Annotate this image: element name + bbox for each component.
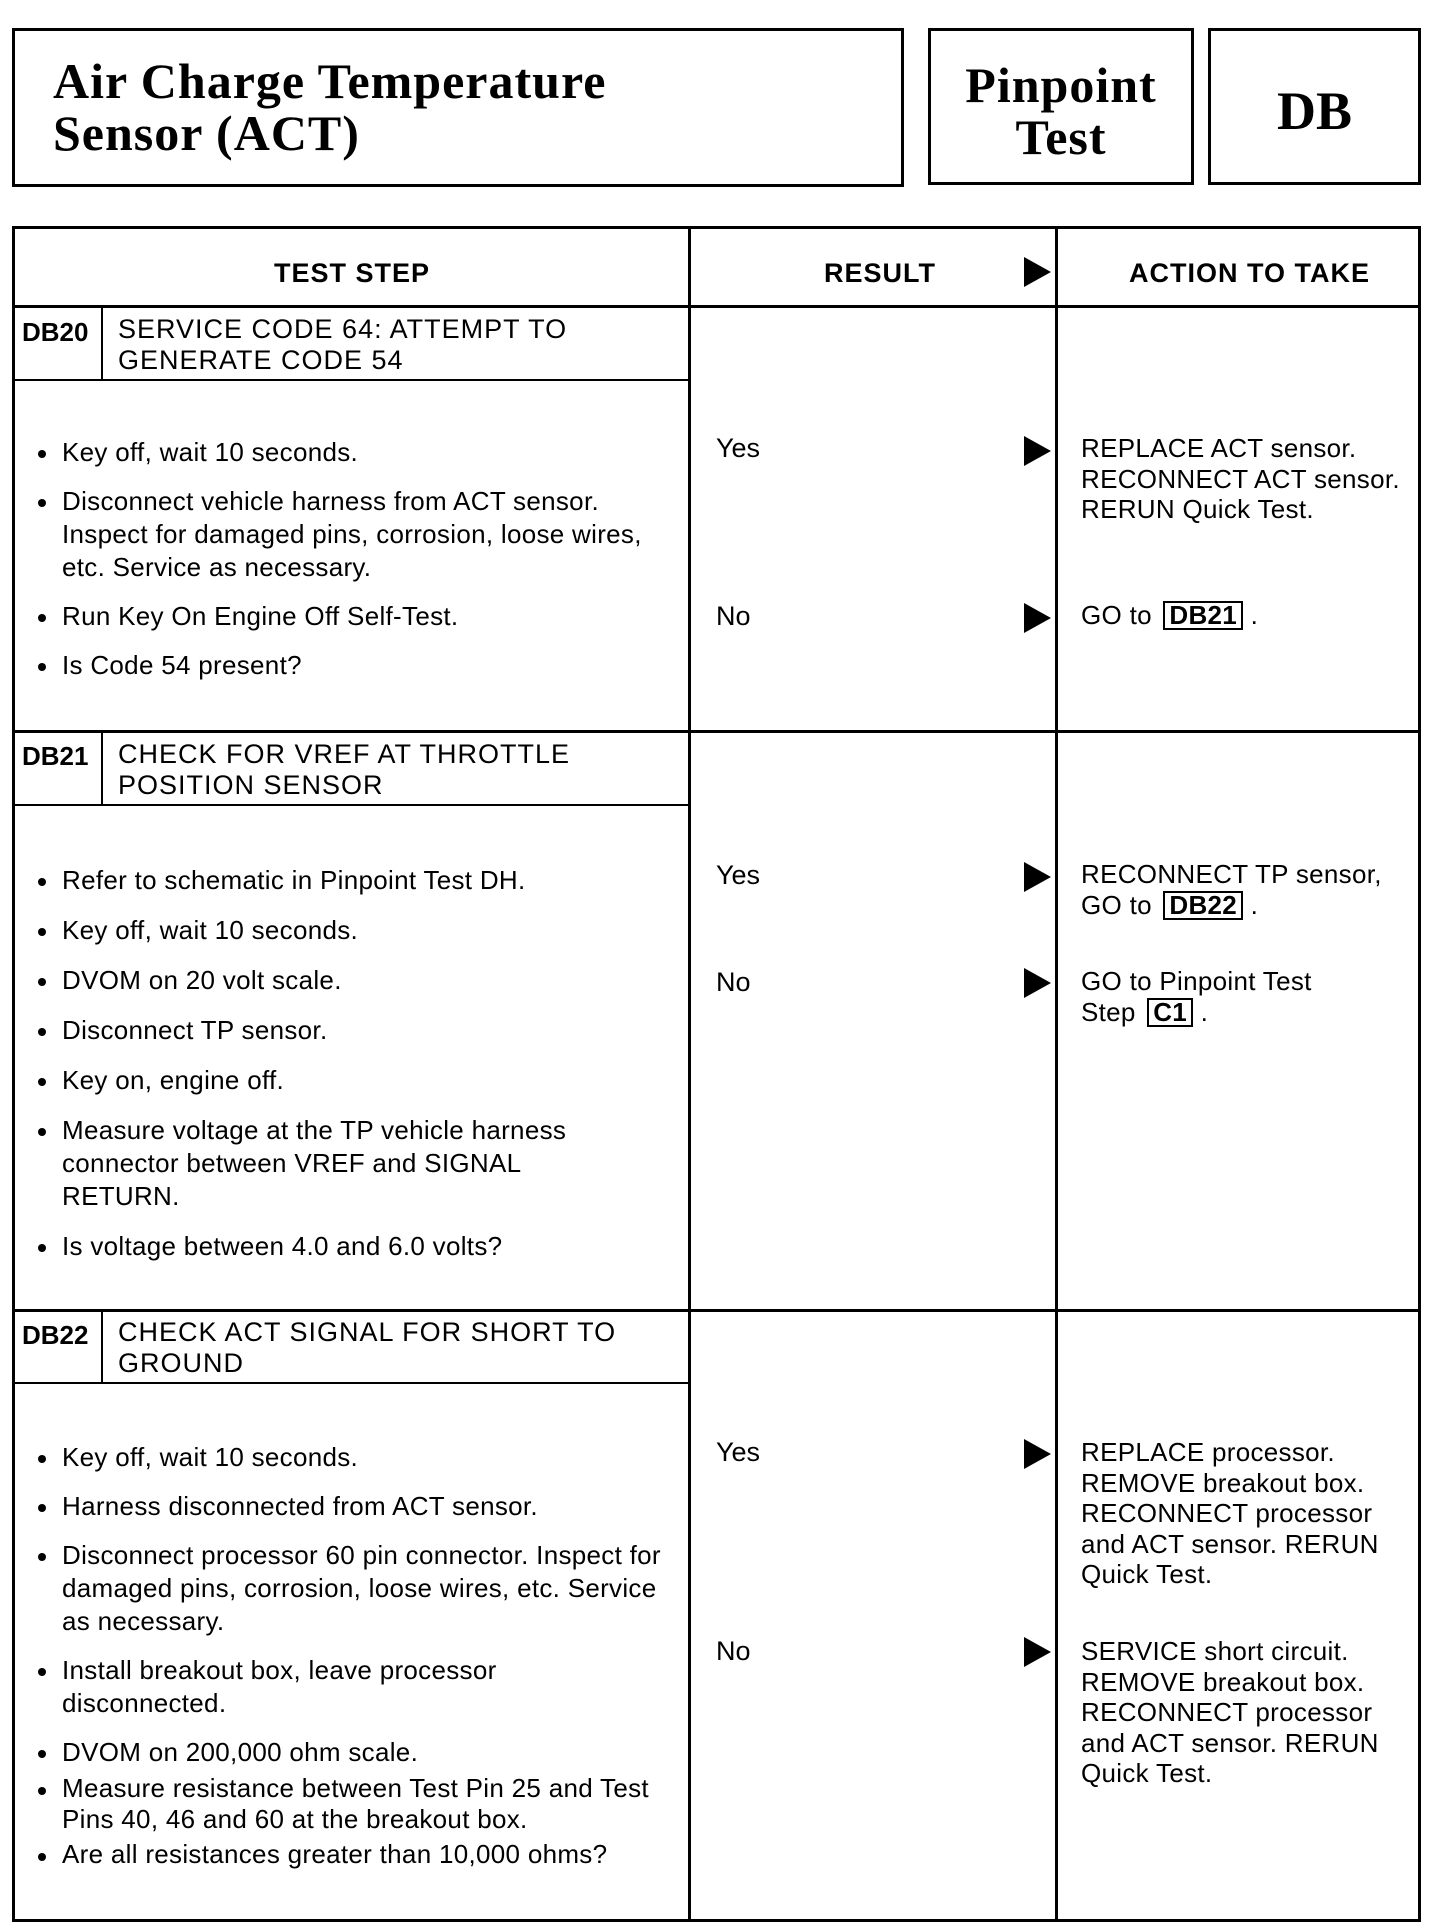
result-no: No bbox=[716, 1636, 751, 1666]
action-suffix: . bbox=[1250, 889, 1259, 920]
step-ref-db21[interactable]: DB21 bbox=[1163, 601, 1243, 630]
header-arrow-icon bbox=[1024, 257, 1051, 287]
step-divider bbox=[12, 730, 1421, 733]
instruction-item: Measure resistance between Test Pin 25 and Test Pins 40, 46 and 60 at the breakout box. bbox=[34, 1773, 702, 1835]
instruction-item: Measure voltage at the TP vehicle harness connector between VREF and SIGNAL RETURN. bbox=[34, 1114, 632, 1213]
column-header-action: ACTION TO TAKE bbox=[1129, 258, 1370, 288]
instruction-item: Is voltage between 4.0 and 6.0 volts? bbox=[34, 1230, 684, 1263]
result-arrow-icon bbox=[1024, 1637, 1051, 1667]
step-ref-c1[interactable]: C1 bbox=[1147, 998, 1193, 1027]
step-instructions bbox=[34, 1441, 684, 1870]
result-yes: Yes bbox=[716, 1437, 761, 1467]
instruction-item: Install breakout box, leave processor disconnected. bbox=[34, 1654, 602, 1720]
step-id: DB21 bbox=[22, 741, 89, 771]
column-header-test-step: TEST STEP bbox=[274, 258, 431, 288]
result-arrow-icon bbox=[1024, 968, 1051, 998]
step-id-divider bbox=[101, 1309, 103, 1383]
page-title bbox=[53, 55, 606, 159]
instruction-item: DVOM on 20 volt scale. bbox=[34, 964, 684, 997]
pinpoint-line-1: Pinpoint bbox=[965, 57, 1157, 113]
instruction-item: Disconnect processor 60 pin connector. Inspect for damaged pins, corrosion, loose wires, etc. Service as necessary. bbox=[34, 1539, 662, 1638]
pinpoint-test-label bbox=[931, 59, 1191, 163]
instruction-item: Is Code 54 present? bbox=[34, 649, 684, 682]
result-yes: Yes bbox=[716, 433, 761, 463]
instruction-item: Key off, wait 10 seconds. bbox=[34, 1441, 684, 1474]
result-arrow-icon bbox=[1024, 1439, 1051, 1469]
step-title: CHECK ACT SIGNAL FOR SHORT TO GROUND bbox=[118, 1317, 617, 1378]
instruction-item: Harness disconnected from ACT sensor. bbox=[34, 1490, 684, 1523]
action-text bbox=[1081, 600, 1411, 631]
step-title-divider bbox=[12, 1382, 689, 1384]
action-suffix: . bbox=[1250, 600, 1259, 630]
pinpoint-test-box bbox=[928, 28, 1194, 185]
result-no: No bbox=[716, 601, 751, 631]
result-arrow-icon bbox=[1024, 603, 1051, 633]
instruction-item: Are all resistances greater than 10,000 ohms? bbox=[34, 1839, 622, 1870]
step-divider bbox=[12, 1309, 1421, 1312]
instruction-item: DVOM on 200,000 ohm scale. bbox=[34, 1736, 684, 1769]
instruction-item: Disconnect TP sensor. bbox=[34, 1014, 684, 1047]
result-no: No bbox=[716, 967, 751, 997]
step-id-divider bbox=[101, 730, 103, 805]
step-title-divider bbox=[12, 379, 689, 381]
action-text bbox=[1081, 966, 1371, 1027]
test-code: DB bbox=[1276, 81, 1352, 141]
result-arrow-icon bbox=[1024, 436, 1051, 466]
instruction-item: Key off, wait 10 seconds. bbox=[34, 436, 684, 469]
result-yes: Yes bbox=[716, 860, 761, 890]
action-prefix: RECONNECT TP sensor, GO to bbox=[1081, 859, 1382, 920]
action-text: SERVICE short circuit. REMOVE breakout box. RECONNECT processor and ACT sensor. RERUN Quick Test. bbox=[1081, 1636, 1379, 1788]
column-divider-result bbox=[688, 226, 691, 1922]
result-arrow-icon bbox=[1024, 862, 1051, 892]
step-id: DB20 bbox=[22, 317, 89, 347]
step-id: DB22 bbox=[22, 1320, 89, 1350]
column-header-result: RESULT bbox=[824, 258, 936, 288]
header-row-divider bbox=[12, 305, 1421, 308]
title-line-1: Air Charge Temperature bbox=[53, 53, 607, 109]
action-text: REPLACE ACT sensor. RECONNECT ACT sensor. RERUN Quick Test. bbox=[1081, 433, 1400, 524]
title-box bbox=[12, 28, 904, 187]
instruction-item: Run Key On Engine Off Self-Test. bbox=[34, 600, 684, 633]
step-ref-db22[interactable]: DB22 bbox=[1163, 891, 1243, 920]
step-title: CHECK FOR VREF AT THROTTLE POSITION SENSOR bbox=[118, 739, 571, 800]
instruction-item: Disconnect vehicle harness from ACT sensor. Inspect for damaged pins, corrosion, loose wires, etc. Service as necessary. bbox=[34, 485, 684, 584]
column-divider-action bbox=[1055, 226, 1058, 1922]
action-suffix: . bbox=[1200, 996, 1209, 1027]
step-title-divider bbox=[12, 804, 689, 806]
action-text: REPLACE processor. REMOVE breakout box. RECONNECT processor and ACT sensor. RERUN Quick Test. bbox=[1081, 1437, 1379, 1589]
pinpoint-line-2: Test bbox=[1015, 109, 1107, 165]
step-instructions bbox=[34, 436, 684, 682]
action-text bbox=[1081, 859, 1401, 920]
step-instructions bbox=[34, 864, 684, 1263]
step-title: SERVICE CODE 64: ATTEMPT TO GENERATE CODE 54 bbox=[118, 314, 568, 375]
instruction-item: Key off, wait 10 seconds. bbox=[34, 914, 684, 947]
step-id-divider bbox=[101, 305, 103, 380]
instruction-item: Key on, engine off. bbox=[34, 1064, 684, 1097]
test-code-box bbox=[1208, 28, 1421, 185]
title-line-2: Sensor (ACT) bbox=[53, 105, 360, 161]
action-prefix: GO to Pinpoint Test Step bbox=[1081, 966, 1312, 1027]
action-prefix: GO to bbox=[1081, 600, 1152, 630]
instruction-item: Refer to schematic in Pinpoint Test DH. bbox=[34, 864, 684, 897]
